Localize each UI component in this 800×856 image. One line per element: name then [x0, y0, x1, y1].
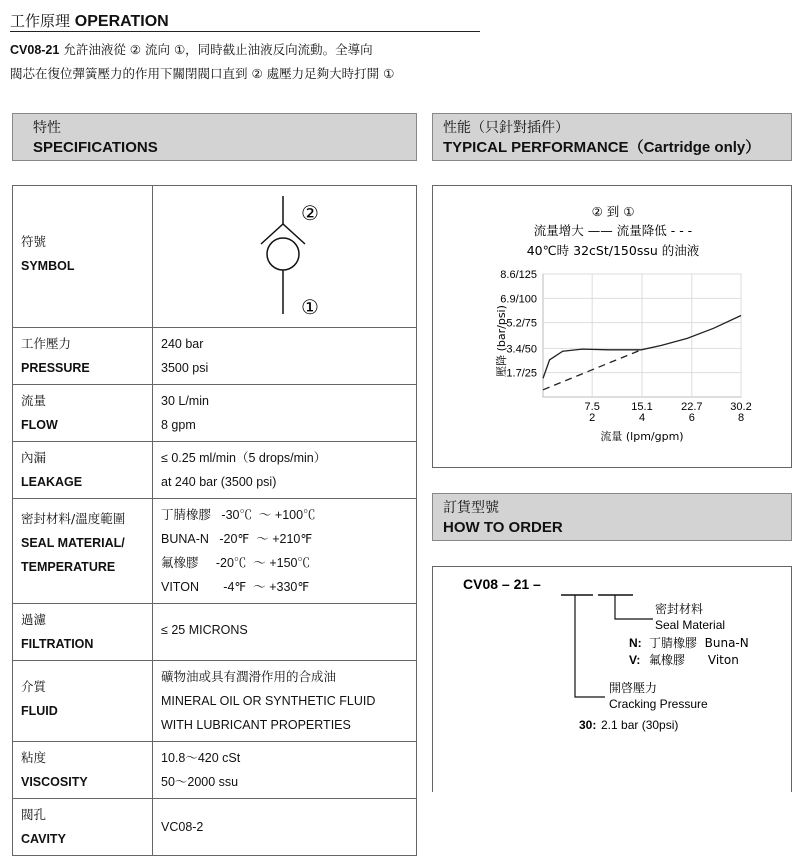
spec-row-filtration [13, 604, 417, 661]
plot-grid [543, 274, 741, 397]
spec-value-flow [153, 385, 417, 442]
y-axis-label: 壓降 (bar/psi) [495, 305, 508, 377]
cracking-option-key: 30: [579, 718, 597, 732]
spec-label-en: VISCOSITY [21, 775, 88, 789]
symbol-port-top: ② [301, 201, 319, 225]
spec-row-viscosity [13, 742, 417, 799]
spec-label-cn: 符號 [21, 234, 47, 249]
operation-text-1: 允許油液從 ② 流向 ①，同時截止油液反向流動。全導向 [63, 42, 373, 57]
x-tick-label-lpm: 7.5 [584, 401, 600, 413]
order-box [432, 566, 792, 792]
x-tick-label-gpm: 2 [589, 412, 596, 424]
specifications-header-en: SPECIFICATIONS [33, 139, 158, 156]
symbol-port-bottom: ① [301, 295, 319, 319]
spec-label-en: LEAKAGE [21, 475, 83, 489]
spec-label-cn: 流量 [21, 393, 47, 408]
spec-label-cn: 工作壓力 [21, 336, 72, 351]
spec-value-leakage [153, 442, 417, 499]
spec-label-en: FLUID [21, 704, 58, 718]
operation-line-2: 閥芯在復位彈簧壓力的作用下關閉閥口直到 ② 處壓力足夠大時打開 ① [10, 66, 395, 81]
order-header-en: HOW TO ORDER [443, 519, 563, 536]
spec-value-line: 50～2000 ssu [161, 775, 239, 789]
performance-header-en-main: TYPICAL PERFORMANCE [443, 139, 629, 156]
seal-option-v-key: V: [629, 653, 641, 667]
spec-label-cn: 介質 [21, 679, 47, 694]
seal-option-n-text: 丁腈橡膠 Buna-N [649, 636, 749, 650]
spec-value-line: WITH LUBRICANT PROPERTIES [161, 718, 351, 732]
spec-value-line: MINERAL OIL OR SYNTHETIC FLUID [161, 694, 376, 708]
spec-value-line: ≤ 25 MICRONS [161, 623, 248, 637]
x-tick-label-lpm: 22.7 [681, 401, 703, 413]
spec-label-cn: 粘度 [21, 750, 47, 765]
spec-row-symbol [13, 186, 417, 328]
y-tick-label: 1.7/25 [506, 367, 537, 380]
spec-label-flow [13, 385, 153, 442]
spec-label-en: PRESSURE [21, 361, 90, 375]
cracking-option-value: 2.1 bar (30psi) [601, 718, 679, 732]
x-tick-label-lpm: 15.1 [631, 401, 653, 413]
order-code-diagram [433, 567, 791, 793]
spec-value-seal [153, 499, 417, 604]
spec-value-line: ≤ 0.25 ml/min（5 drops/min） [161, 451, 327, 465]
operation-model: CV08-21 [10, 43, 60, 57]
order-header-cn: 訂貨型號 [443, 500, 499, 516]
spec-label-cavity [13, 799, 153, 856]
x-tick-labels [585, 401, 752, 424]
spec-row-fluid [13, 661, 417, 742]
order-header [432, 493, 792, 541]
spec-row-leakage [13, 442, 417, 499]
spec-row-seal [13, 499, 417, 604]
spec-value-pressure [153, 328, 417, 385]
order-code: CV08 – 21 – [463, 576, 541, 592]
performance-header [432, 113, 792, 161]
spec-value-line: VITON -4℉ ～ +330℉ [161, 580, 310, 594]
spec-value-line: 10.8～420 cSt [161, 751, 241, 765]
spec-value-line: 丁腈橡膠 -30℃ ～ +100℃ [161, 508, 316, 522]
performance-chart [433, 186, 791, 467]
spec-value-line: BUNA-N -20℉ ～ +210℉ [161, 532, 313, 546]
spec-value-line: 礦物油或具有潤滑作用的合成油 [161, 670, 337, 684]
spec-value-line: 3500 psi [161, 361, 209, 375]
spec-label-en: CAVITY [21, 832, 66, 846]
spec-label-en: FLOW [21, 418, 58, 432]
operation-title-en: OPERATION [74, 13, 169, 30]
spec-label-cn: 內漏 [21, 450, 47, 465]
seal-option-v-text: 氟橡膠 Viton [649, 653, 739, 667]
seal-label-cn: 密封材料 [655, 602, 704, 616]
spec-label-en: SYMBOL [21, 259, 75, 273]
specifications-table [12, 185, 417, 856]
operation-line-1 [10, 40, 373, 58]
y-tick-label: 8.6/125 [500, 269, 537, 281]
spec-value-line: at 240 bar (3500 psi) [161, 475, 277, 489]
spec-value-fluid [153, 661, 417, 742]
chart-legend: 流量增大 —— 流量降低 - - - [533, 223, 693, 238]
seal-label-en: Seal Material [655, 618, 726, 632]
seal-option-n-key: N: [629, 636, 642, 650]
performance-header-en [443, 138, 771, 158]
spec-label-filtration [13, 604, 153, 661]
y-tick-label: 5.2/75 [506, 317, 537, 330]
spec-value-viscosity [153, 742, 417, 799]
spec-label-pressure [13, 328, 153, 385]
spec-label-seal [13, 499, 153, 604]
x-axis-label: 流量 (lpm/gpm) [600, 430, 684, 443]
spec-label-en: TEMPERATURE [21, 560, 116, 574]
x-tick-label-lpm: 30.2 [730, 401, 752, 413]
chart-direction: ② 到 ① [591, 204, 635, 219]
performance-header-en-suffix: （Cartridge only） [628, 139, 761, 156]
spec-value-filtration [153, 604, 417, 661]
performance-header-cn: 性能（只針對插件） [443, 120, 569, 136]
operation-rule [10, 31, 480, 32]
spec-row-flow [13, 385, 417, 442]
spec-label-en: FILTRATION [21, 637, 94, 651]
x-tick-label-gpm: 4 [638, 412, 646, 424]
specifications-header-cn: 特性 [33, 120, 61, 136]
spec-label-en: SEAL MATERIAL/ [21, 536, 125, 550]
spec-value-line: 240 bar [161, 337, 204, 351]
spec-value-line: VC08-2 [161, 820, 204, 834]
spec-label-fluid [13, 661, 153, 742]
chart-condition: 40℃時 32cSt/150ssu 的油液 [526, 243, 700, 258]
spec-value-line: 30 L/min [161, 394, 209, 408]
y-tick-label: 3.4/50 [506, 343, 537, 356]
cracking-label-en: Cracking Pressure [609, 697, 708, 711]
spec-label-symbol [13, 186, 153, 328]
spec-label-leakage [13, 442, 153, 499]
check-valve-symbol [153, 186, 416, 324]
spec-label-viscosity [13, 742, 153, 799]
operation-title [10, 10, 169, 31]
spec-value-line: 8 gpm [161, 418, 196, 432]
spec-value-cavity [153, 799, 417, 856]
performance-box [432, 185, 792, 468]
spec-row-pressure [13, 328, 417, 385]
spec-value-symbol [153, 186, 417, 328]
spec-label-cn: 過濾 [21, 612, 47, 627]
cracking-label-cn: 開啓壓力 [609, 681, 658, 695]
spec-label-cn: 密封材料/溫度範圍 [21, 511, 126, 526]
x-tick-label-gpm: 8 [737, 412, 745, 424]
spec-label-cn: 閥孔 [21, 807, 47, 822]
operation-title-cn: 工作原理 [10, 12, 71, 30]
spec-row-cavity [13, 799, 417, 856]
spec-value-line: 氟橡膠 -20℃ ～ +150℃ [161, 556, 311, 570]
x-tick-label-gpm: 6 [688, 412, 695, 424]
specifications-header [12, 113, 417, 161]
y-tick-label: 6.9/100 [500, 293, 537, 306]
